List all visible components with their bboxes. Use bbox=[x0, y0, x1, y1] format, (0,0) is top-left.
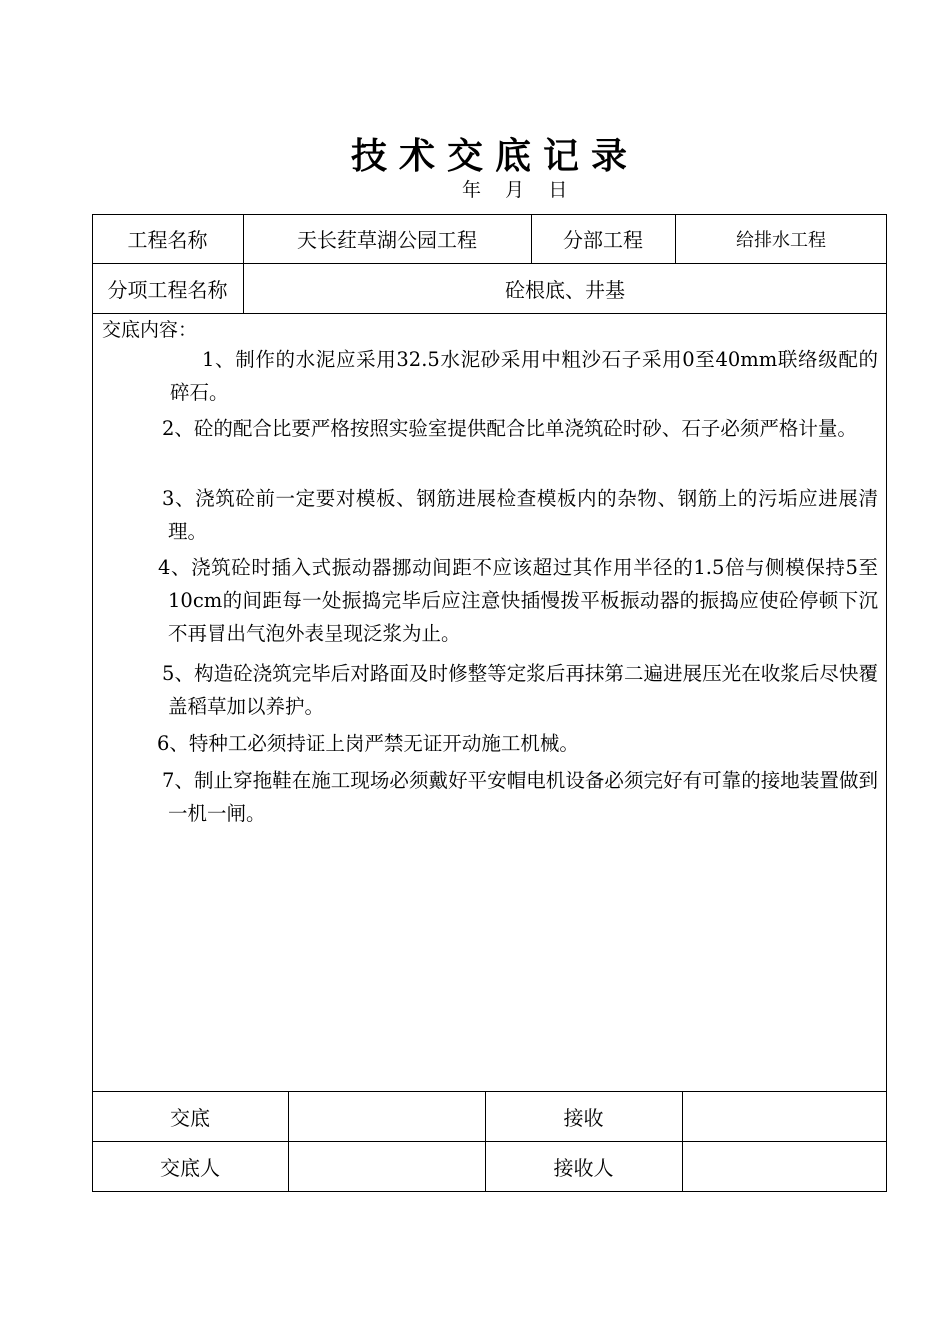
item-name-label: 分项工程名称 bbox=[107, 277, 228, 302]
content-item-1: 1、制作的水泥应采用32.5水泥砂采用中粗沙石子采用0至40mm联络级配的碎石。 bbox=[170, 348, 878, 404]
content-item-3: 3、浇筑砼前一定要对模板、钢筋进展检查模板内的杂物、钢筋上的污垢应进展清理。 bbox=[162, 487, 878, 543]
receive-label: 接收 bbox=[563, 1105, 604, 1130]
content-item-4: 4、浇筑砼时插入式振动器挪动间距不应该超过其作用半径的1.5倍与侧模保持5至10cm的间距每一处振捣完毕后应注意快插慢拨平板振动器的振捣应使砼停顿下沉不再冒出气泡外表呈现泛浆为止。 bbox=[158, 556, 878, 645]
sub-project-value: 给排水工程 bbox=[736, 229, 826, 251]
content-label: 交底内容： bbox=[102, 319, 198, 341]
project-name-label: 工程名称 bbox=[127, 228, 208, 252]
handover-person-value bbox=[288, 1141, 485, 1192]
document-title: 技术交底记录 bbox=[350, 136, 639, 177]
content-item-2: 2、砼的配合比要严格按照实验室提供配合比单浇筑砼时砂、石子必须严格计量。 bbox=[162, 417, 857, 440]
content-item-6: 6、特种工必须持证上岗严禁无证开动施工机械。 bbox=[157, 732, 579, 755]
handover-label: 交底 bbox=[170, 1105, 210, 1130]
item-name-value: 砼根底、井基 bbox=[505, 277, 625, 302]
handover-person-label: 交底人 bbox=[160, 1156, 220, 1180]
receiver-label: 接收人 bbox=[553, 1156, 614, 1180]
date-line: 年 月 日 bbox=[462, 179, 568, 201]
row-divider bbox=[92, 313, 887, 314]
content-item-5: 5、构造砼浇筑完毕后对路面及时修整等定浆后再抹第二遍进展压光在收浆后尽快覆盖稻草加以养护。 bbox=[162, 662, 878, 718]
receiver-value bbox=[682, 1141, 887, 1192]
receive-value bbox=[682, 1091, 887, 1141]
content-item-7: 7、制止穿拖鞋在施工现场必须戴好平安帽电机设备必须完好有可靠的接地装置做到一机一闸。 bbox=[162, 769, 878, 825]
sub-project-label: 分部工程 bbox=[563, 228, 643, 252]
handover-value bbox=[288, 1091, 485, 1141]
project-name-value: 天长荭草湖公园工程 bbox=[297, 228, 477, 252]
